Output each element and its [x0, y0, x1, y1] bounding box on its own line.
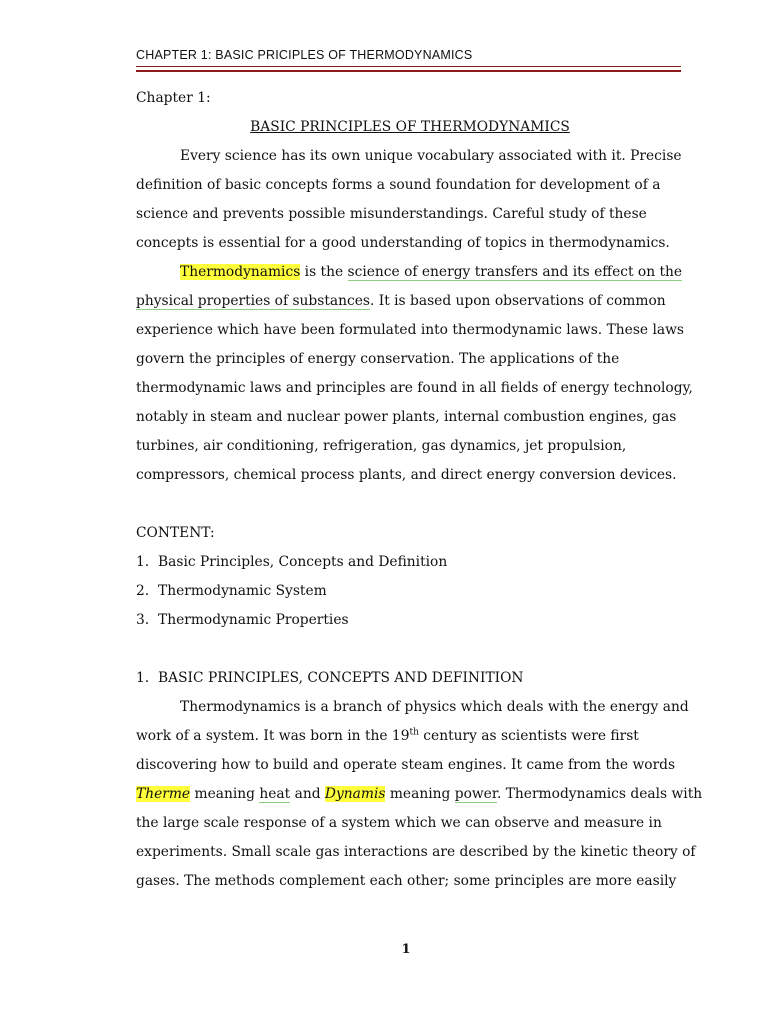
content-list — [136, 548, 684, 635]
paragraph-line: experience which have been formulated into thermodynamic laws. These laws — [136, 322, 684, 338]
superscript: th — [409, 727, 419, 738]
list-number: 2. — [136, 583, 150, 599]
list-text: Basic Principles, Concepts and Definition — [158, 554, 448, 570]
section-paragraph — [136, 693, 703, 896]
list-text: Thermodynamic System — [158, 583, 327, 599]
paragraph-line: compressors, chemical process plants, and direct energy conversion devices. — [136, 467, 677, 483]
chapter-label: Chapter 1: — [136, 90, 211, 106]
paragraph-line: experiments. Small scale gas interactions are described by the kinetic theory of — [136, 844, 696, 860]
running-header: CHAPTER 1: BASIC PRICIPLES OF THERMODYNAMICS — [136, 48, 473, 62]
highlighted-word-dynamis: Dynamis — [324, 786, 386, 802]
grammar-marked-word: power — [454, 786, 497, 802]
paragraph-line: turbines, air conditioning, refrigeration, gas dynamics, jet propulsion, — [136, 438, 627, 454]
list-number: 3. — [136, 612, 150, 628]
list-text: Thermodynamic Properties — [158, 612, 349, 628]
section-heading — [136, 664, 684, 693]
paragraph-line — [136, 258, 684, 287]
page-number: 1 — [401, 942, 411, 957]
header-rule-thin — [136, 66, 681, 67]
text-run: meaning — [385, 786, 455, 802]
paragraph-line: thermodynamic laws and principles are found in all fields of energy technology, — [136, 380, 693, 396]
chapter-title — [136, 113, 684, 142]
list-item — [136, 606, 684, 635]
paragraph-line: concepts is essential for a good understanding of topics in thermodynamics. — [136, 235, 670, 251]
text-run: century as scientists were first — [418, 728, 639, 744]
paragraph-line: the large scale response of a system which we can observe and measure in — [136, 815, 662, 831]
header-rule-thick — [136, 70, 681, 72]
highlighted-term: Thermodynamics — [180, 264, 301, 280]
grammar-marked-phrase: science of energy transfers and its effect on the — [347, 264, 683, 280]
highlighted-word-therme: Therme — [136, 786, 191, 802]
paragraph-line: discovering how to build and operate steam engines. It came from the words — [136, 757, 676, 773]
list-item — [136, 548, 684, 577]
spacer — [136, 490, 684, 519]
paragraph-line: Thermodynamics is a branch of physics which deals with the energy and — [180, 699, 689, 715]
paragraph-line: Every science has its own unique vocabulary associated with it. Precise — [180, 148, 682, 164]
intro-paragraph — [136, 142, 684, 258]
paragraph-line — [136, 780, 703, 809]
text-run: and — [290, 786, 325, 802]
list-item — [136, 577, 684, 606]
document-body — [136, 84, 703, 896]
paragraph-line: notably in steam and nuclear power plants, internal combustion engines, gas — [136, 409, 677, 425]
paragraph-line: govern the principles of energy conservation. The applications of the — [136, 351, 620, 367]
text-run: work of a system. It was born in the 19 — [136, 728, 410, 744]
content-heading: CONTENT: — [136, 525, 215, 541]
text-run: meaning — [190, 786, 260, 802]
paragraph-line: science and prevents possible misunderstandings. Careful study of these — [136, 206, 647, 222]
paragraph-line — [136, 722, 684, 751]
text-run: . It is based upon observations of common — [369, 293, 666, 309]
list-number: 1. — [136, 554, 150, 570]
section-number: 1. — [136, 670, 150, 686]
definition-paragraph — [136, 258, 693, 490]
paragraph-line — [136, 287, 684, 316]
section-heading-text: BASIC PRINCIPLES, CONCEPTS AND DEFINITION — [158, 670, 524, 686]
chapter-title-text: BASIC PRINCIPLES OF THERMODYNAMICS — [250, 119, 570, 135]
grammar-marked-word: heat — [259, 786, 291, 802]
paragraph-line: definition of basic concepts forms a sound foundation for development of a — [136, 177, 661, 193]
paragraph-line: gases. The methods complement each other; some principles are more easily — [136, 873, 677, 889]
grammar-marked-phrase: physical properties of substances — [136, 293, 370, 309]
text-run: is the — [300, 264, 348, 280]
spacer — [136, 635, 684, 664]
text-run: . Thermodynamics deals with — [496, 786, 703, 802]
